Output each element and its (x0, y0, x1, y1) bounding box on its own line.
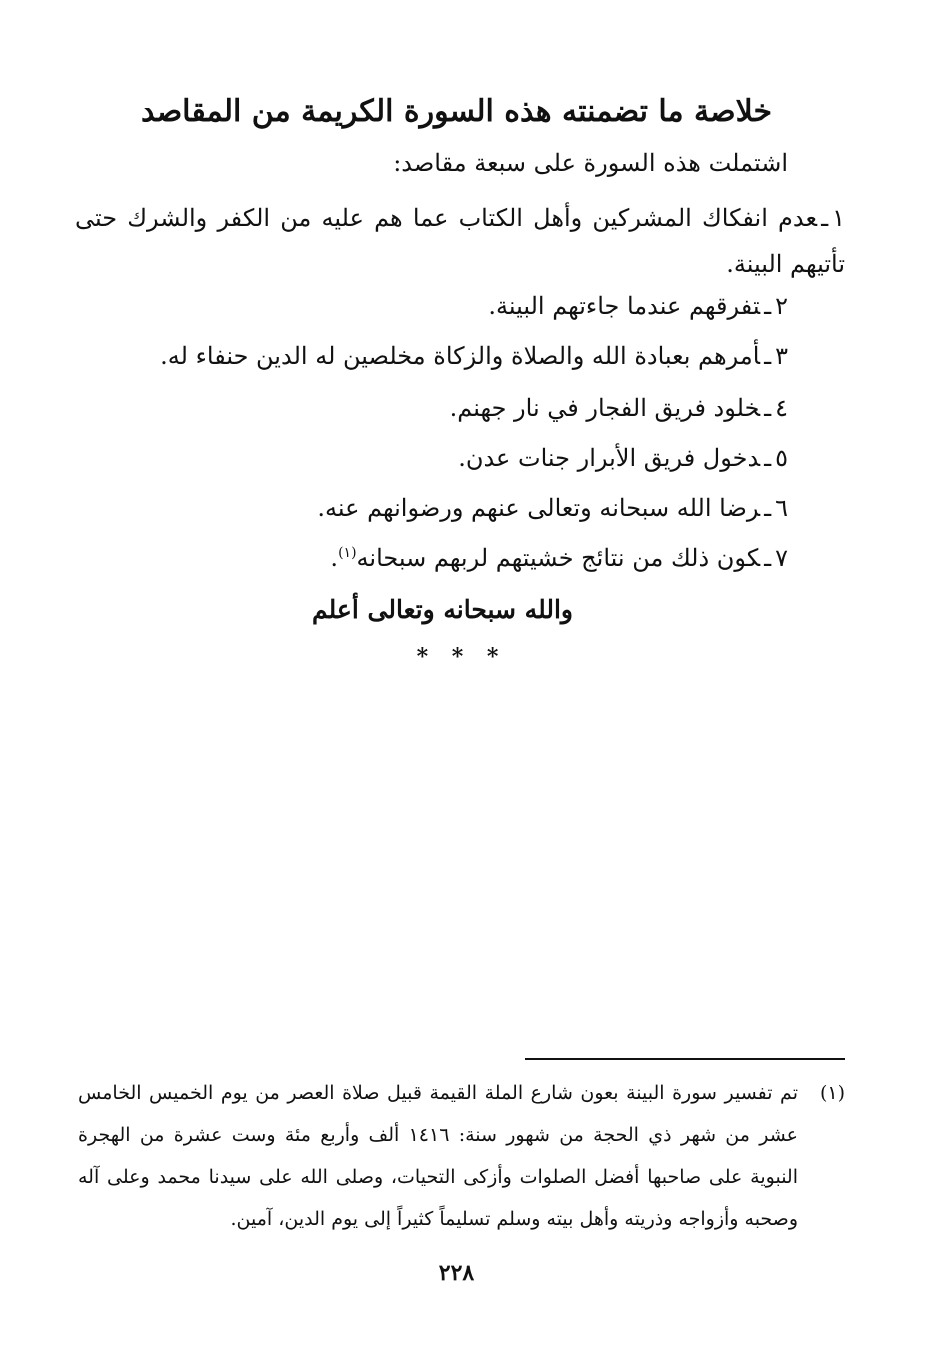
item-dash: ـ (764, 544, 772, 572)
item-text: كون ذلك من نتائج خشيتهم لربهم سبحانه (356, 544, 761, 572)
item-number: ٢ (775, 292, 788, 320)
list-item-7 (330, 540, 788, 576)
item-dash: ـ (764, 494, 772, 522)
item-number: ٦ (775, 494, 788, 522)
footnote-text: تم تفسير سورة البينة بعون شارع الملة القيمة قبيل صلاة العصر من يوم الخميس الخامس عشر من شهر ذي الحجة من شهور سنة: ١٤١٦ ألف وأربع مئة وست عشرة من الهجرة النبوية على صاحبها أفضل الصلوات وأزكى التحيات، وصلى الله على سيدنا محمد وعلى آله وصحبه وأزواجه وذريته وأهل بيته وسلم تسليماً كثيراً إلى يوم الدين، آمين. (78, 1082, 798, 1230)
list-item-5 (458, 440, 788, 476)
item-number: ٥ (775, 444, 788, 472)
section-separator: * * * (416, 644, 507, 670)
item-dash: ـ (764, 342, 772, 370)
list-item-1 (75, 195, 845, 287)
item-text: عدم انفكاك المشركين وأهل الكتاب عما هم عليه من الكفر والشرك حتى تأتيهم البينة. (75, 204, 845, 278)
item-text: تفرقهم عندما جاءتهم البينة. (488, 292, 761, 320)
list-item-3 (160, 338, 788, 374)
footnote-reference[interactable]: (١) (338, 545, 357, 561)
closing-phrase: والله سبحانه وتعالى أعلم (312, 595, 573, 624)
section-title: خلاصة ما تضمنته هذه السورة الكريمة من المقاصد (140, 94, 773, 129)
item-text: أمرهم بعبادة الله والصلاة والزكاة مخلصين له الدين حنفاء له. (160, 342, 761, 370)
item-text: دخول فريق الأبرار جنات عدن. (458, 444, 761, 472)
intro-text: اشتملت هذه السورة على سبعة مقاصد: (393, 149, 788, 177)
item-dash: ـ (821, 204, 829, 232)
list-item-4 (450, 390, 788, 426)
item-dash: ـ (764, 292, 772, 320)
item-number: ٧ (775, 544, 788, 572)
item-text: رضا الله سبحانه وتعالى عنهم ورضوانهم عنه. (317, 494, 761, 522)
footnote-divider (525, 1058, 845, 1060)
item-number: ٣ (775, 342, 788, 370)
page-number: ٢٢٨ (438, 1260, 475, 1286)
item-dash: ـ (764, 394, 772, 422)
list-item-2 (488, 288, 788, 324)
item-number: ٤ (775, 394, 788, 422)
item-dash: ـ (764, 444, 772, 472)
item-tail: . (330, 544, 339, 572)
list-item-6 (317, 490, 788, 526)
footnote-marker: (١) (819, 1082, 845, 1104)
item-number: ١ (832, 204, 845, 232)
item-text: خلود فريق الفجار في نار جهنم. (449, 394, 761, 422)
